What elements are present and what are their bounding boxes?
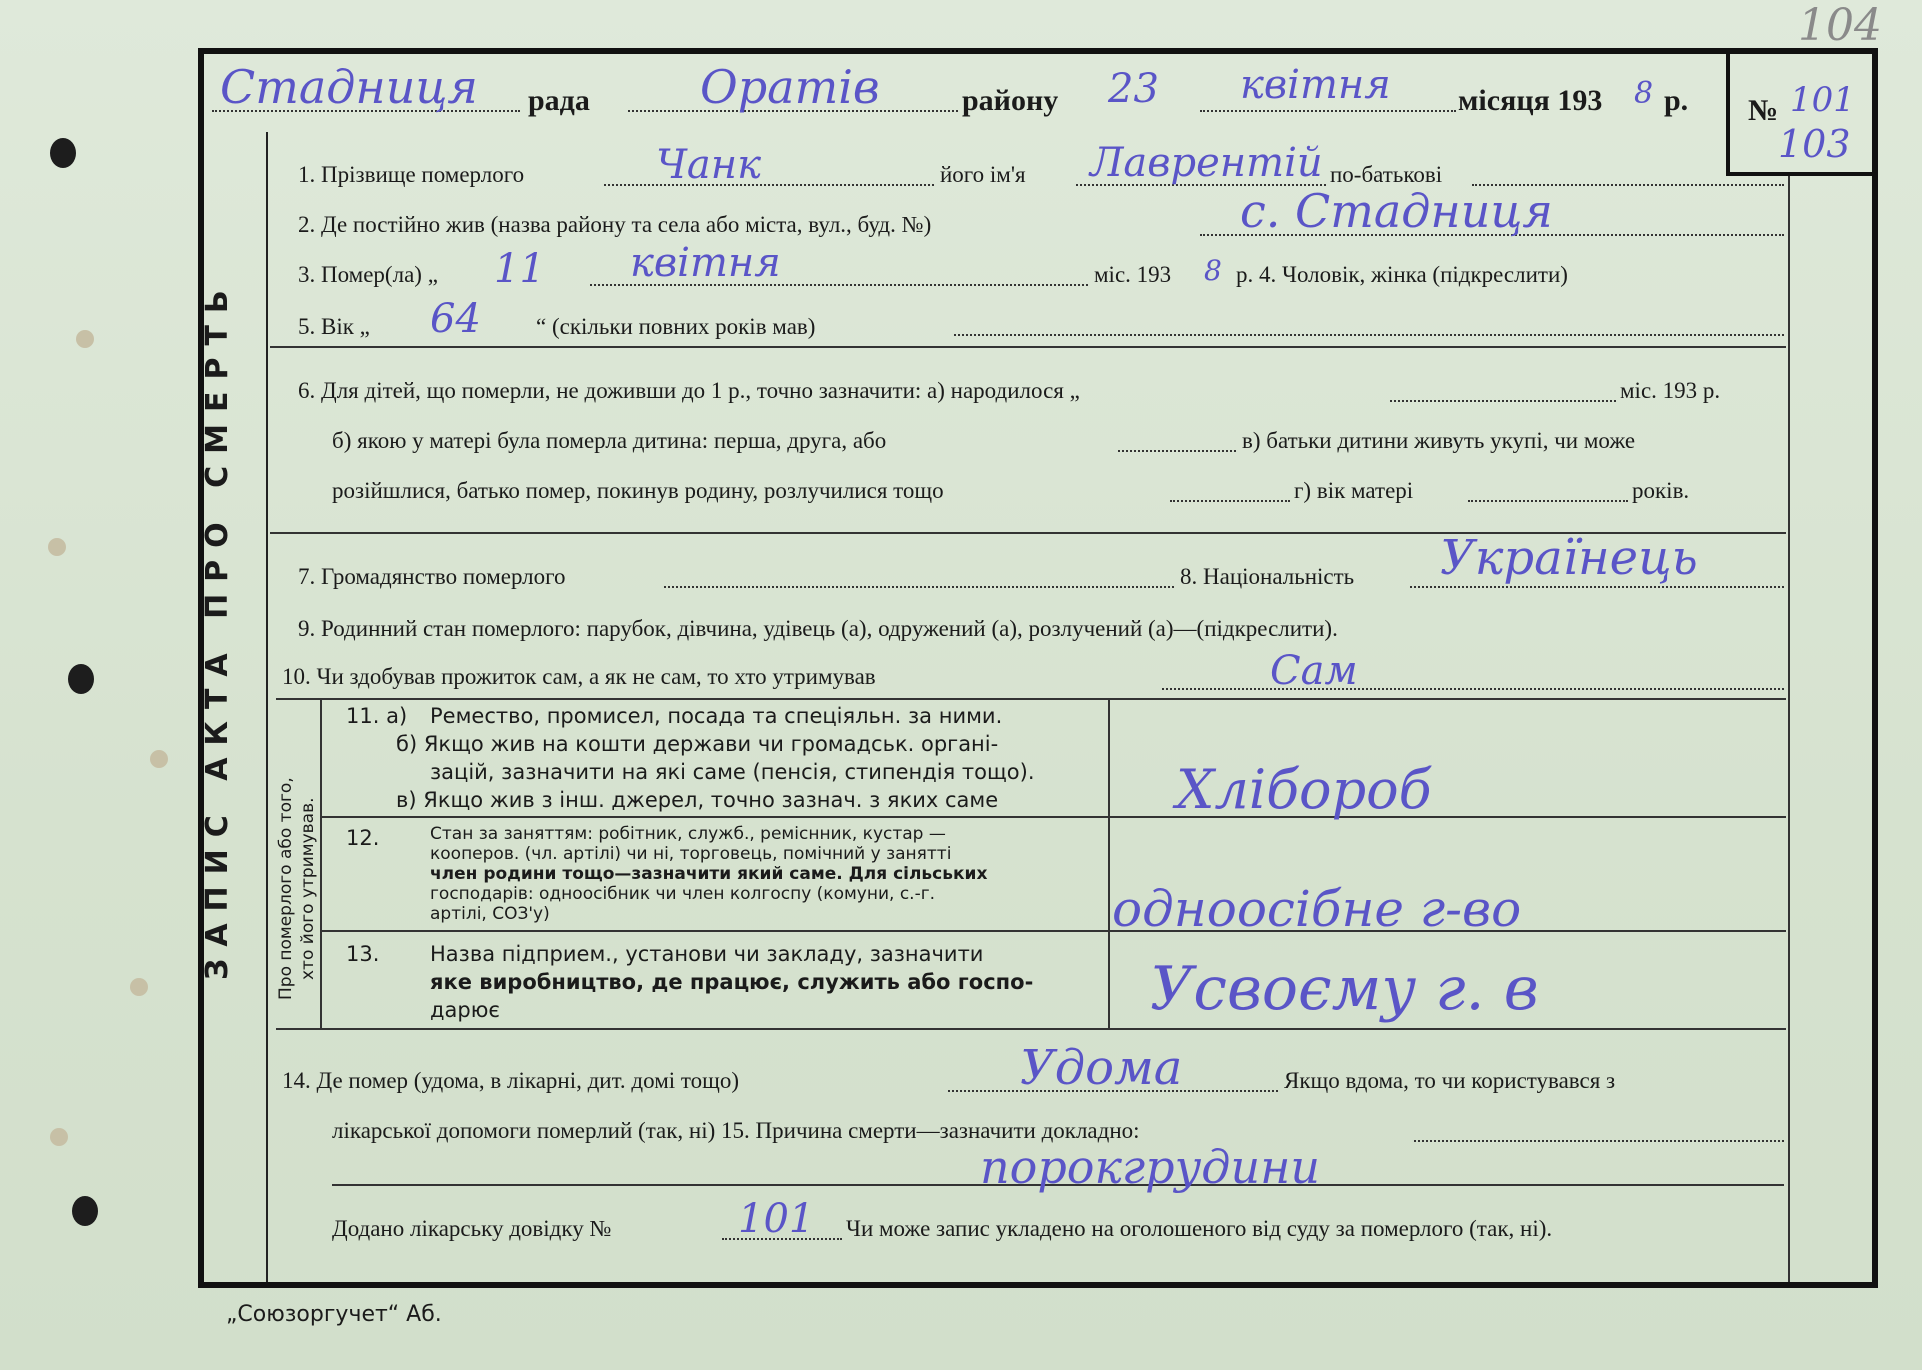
f14-end: Якщо вдома, то чи користувався з	[1284, 1068, 1616, 1093]
f6-line2a: б) якою у матері була померла дитина: перша, друга, або	[332, 428, 887, 453]
f8-handwritten: Українець	[1440, 530, 1698, 586]
f11-c: в) Якщо жив з інш. джерел, точно зазнач. з яких саме	[396, 788, 999, 812]
f12-l4: господарів: одноосібник чи член колгоспу (комуни, с.-г.	[430, 884, 936, 904]
number-handwritten-bottom: 103	[1778, 122, 1851, 166]
f6-line3-dots	[1170, 500, 1290, 502]
f6-line1-dots	[1390, 400, 1616, 402]
f6-line2b: в) батьки дитини живуть укупі, чи може	[1242, 428, 1636, 453]
f12-l1: Стан за заняттям: робітник, служб., реміснник, кустар —	[430, 824, 946, 844]
punch-hole	[130, 978, 148, 996]
month-line	[1200, 110, 1456, 112]
f6-line1-end: міс. 193 р.	[1620, 378, 1721, 403]
f1-patronymic-label: по-батькові	[1330, 162, 1443, 187]
f1-name-handwritten: Лаврентій	[1090, 140, 1323, 186]
f8-line	[1410, 586, 1784, 588]
block-left	[320, 698, 322, 1028]
raion-handwritten: Оратів	[700, 60, 880, 114]
punch-hole	[50, 138, 76, 168]
f16-end: Чи може запис укладено на оголошеного від суду за померлого (так, ні).	[846, 1216, 1553, 1241]
f11-a: Ремество, промисел, посада та спеціяльн. за ними.	[430, 704, 1003, 728]
f1-surname-handwritten: Чанк	[656, 142, 761, 188]
block-top	[276, 698, 1786, 700]
f1-line	[604, 184, 934, 186]
side-sub-1: Про померлого або того,	[276, 777, 296, 1000]
f14-handwritten: Удома	[1020, 1040, 1183, 1096]
footer-printer: „Союзоргучет“ Аб.	[226, 1302, 442, 1327]
f13-l1: Назва підприем., установи чи закладу, зазначити	[430, 942, 984, 966]
no-label: №	[1748, 94, 1779, 127]
year-digit-handwritten: 8	[1634, 76, 1654, 111]
f13-num: 13.	[346, 942, 380, 966]
number-handwritten-top: 101	[1790, 80, 1855, 120]
f6-line3b: г) вік матері	[1294, 478, 1414, 503]
f8-label: 8. Національність	[1180, 564, 1355, 589]
f13-handwritten: Усвоєму г. в	[1150, 954, 1539, 1024]
f15-line1	[1414, 1140, 1784, 1142]
month-handwritten: квітня	[1240, 62, 1391, 108]
f12-l3: член родини тощо—зазначити який саме. Для сільських	[430, 864, 988, 884]
punch-hole	[50, 1128, 68, 1146]
f12-num: 12.	[346, 826, 380, 850]
block-row2	[320, 930, 1108, 932]
f6-line3-dots-2	[1468, 500, 1628, 502]
f12-l5: артілі, СОЗ'у)	[430, 904, 550, 924]
f3-label: 3. Помер(ла) „	[298, 262, 438, 287]
raionu-label: району	[962, 84, 1059, 117]
f14-line2: лікарської допомоги померлий (так, ні) 15. Причина смерти—зазначити докладно:	[332, 1118, 1140, 1143]
f6-line1: 6. Для дітей, що померли, не доживши до 1 р., точно зазначити: а) народилося „	[298, 378, 1080, 403]
block-mid	[1108, 698, 1110, 1028]
punch-hole	[68, 664, 94, 694]
f7-label: 7. Громадянство померлого	[298, 564, 566, 589]
f12-handwritten: одноосібне г-во	[1112, 880, 1522, 938]
rada-handwritten: Стадниця	[220, 60, 478, 114]
f16-label: Додано лікарську довідку №	[332, 1216, 612, 1241]
f11-b2: зацій, зазначити на які саме (пенсія, стипендія тощо).	[430, 760, 1035, 784]
punch-hole	[48, 538, 66, 556]
f12-l2: кооперов. (чл. артілі) чи ні, торговець, помічний у занятті	[430, 844, 952, 864]
f1-name-label: його ім'я	[940, 162, 1026, 187]
f14-label: 14. Де помер (удома, в лікарні, дит. домі тощо)	[282, 1068, 740, 1093]
f10-line	[1162, 688, 1784, 690]
block-row1	[320, 816, 1108, 818]
section-divider	[270, 346, 1786, 348]
f16-handwritten: 101	[738, 1196, 815, 1242]
f9-label: 9. Родинний стан померлого: парубок, дівчина, удівець (а), одружений (а), розлучений (а)—(підкреслити).	[298, 616, 1338, 641]
f1-label: 1. Прізвище померлого	[298, 162, 525, 187]
f15-handwritten: порокгрудини	[980, 1140, 1321, 1194]
f13-l2: яке виробництво, де працює, служить або госпо-	[430, 970, 1034, 994]
f6-line2-dots	[1118, 450, 1236, 452]
misiatsia-label: місяця 193	[1458, 84, 1603, 117]
f3-month-handwritten: квітня	[630, 240, 781, 286]
f7-line	[664, 586, 1174, 588]
side-sub-2: хто його утримував.	[298, 797, 318, 980]
f3-year-handwritten: 8	[1204, 254, 1222, 287]
f5-label: 5. Вік „	[298, 314, 370, 339]
f3-end-label: р. 4. Чоловік, жінка (підкреслити)	[1236, 262, 1568, 287]
f5-end-label: “ (скільки повних років мав)	[536, 314, 816, 339]
f5-line	[954, 334, 1784, 336]
f6-line3a: розійшлися, батько помер, покинув родину, розлучилися тощо	[332, 478, 944, 503]
f10-label: 10. Чи здобував прожиток сам, а як не сам, то хто утримував	[282, 664, 876, 689]
f11-handwritten: Хлібороб	[1176, 758, 1432, 821]
f3-mid-label: міс. 193	[1094, 262, 1172, 287]
rada-label: рада	[528, 84, 590, 117]
right-rule	[1788, 176, 1790, 1282]
f10-handwritten: Сам	[1270, 648, 1358, 694]
block-bottom	[276, 1028, 1786, 1030]
punch-hole	[150, 750, 168, 768]
day-handwritten: 23	[1108, 66, 1159, 112]
f2-label: 2. Де постійно жив (назва району та села або міста, вул., буд. №)	[298, 212, 932, 237]
f5-age-handwritten: 64	[430, 296, 481, 342]
punch-hole	[72, 1196, 98, 1226]
f13-l3: дарює	[430, 998, 500, 1022]
f11-b1: б) Якщо жив на кошти держави чи громадськ. органі-	[396, 732, 999, 756]
side-title: ЗАПИС АКТА ПРО СМЕРТЬ	[200, 278, 235, 980]
year-r-label: р.	[1664, 84, 1689, 117]
f2-handwritten: с. Стадниця	[1240, 184, 1553, 238]
f6-line3c: років.	[1632, 478, 1690, 503]
f3-day-handwritten: 11	[494, 246, 545, 292]
f11-num: 11. а)	[346, 704, 408, 728]
punch-hole	[76, 330, 94, 348]
pencil-number: 104	[1798, 0, 1882, 51]
